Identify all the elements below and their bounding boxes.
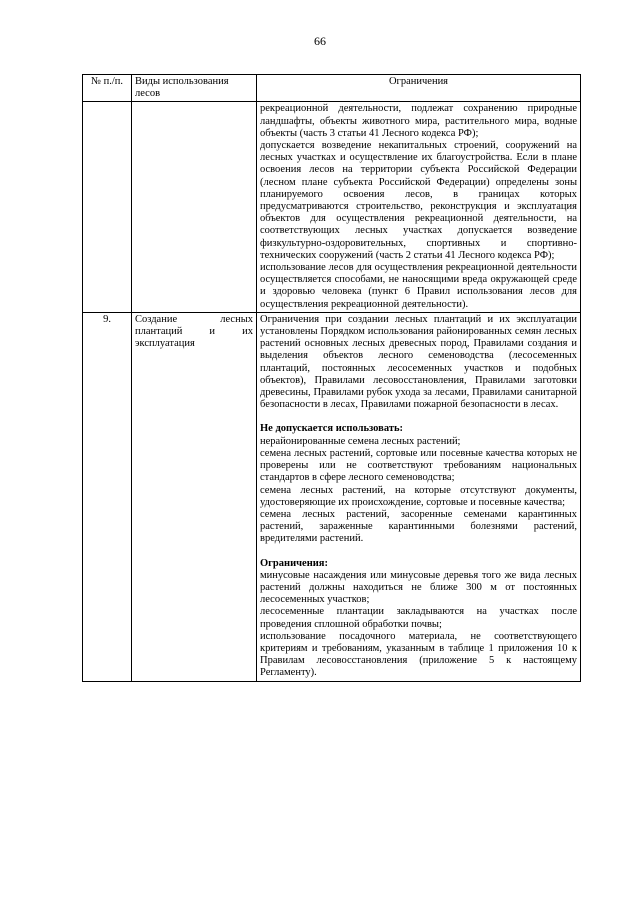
restriction-item: использование посадочного материала, не соответствующего критериям и требованиям, указанным в таблице 1 приложения 10 к Правилам лесовосстановления (приложение 5 к настоящему Регламенту).: [260, 630, 577, 679]
row2-forest-use: Создание лесных плантаций и их эксплуатация: [132, 312, 257, 681]
prohibited-item: семена лесных растений, на которые отсутствуют документы, удостоверяющие их происхождение, сортовые и посевные качества;: [260, 484, 577, 508]
row1-forest-use: [132, 102, 257, 312]
row2-restrictions: [257, 312, 581, 681]
spacer: [260, 546, 577, 558]
prohibited-item: нерайонированные семена лесных растений;: [260, 435, 461, 447]
restriction-item: лесосеменные плантации закладываются на участках после проведения сплошной обработки почвы;: [260, 606, 577, 630]
row1-restrictions: [257, 102, 581, 312]
table-row: [83, 102, 581, 312]
row1-paragraph: рекреационной деятельности, подлежат сохранению природные ландшафты, объекты животного мира, растительного мира, водные объекты (часть 3 статьи 41 Лесного кодекса РФ);: [260, 103, 577, 139]
header-number: № п./п.: [83, 75, 132, 102]
header-forest-use: Виды использования лесов: [132, 75, 257, 102]
prohibited-item: семена лесных растений, засоренные семенами карантинных растений, зараженные карантинными болезнями растений, вредителями растений.: [260, 508, 577, 545]
restrictions-table: [82, 74, 581, 682]
table-header-row: [83, 75, 581, 102]
prohibited-item: семена лесных растений, сортовые или посевные качества которых не проверены или не соответствуют требованиям национальных стандартов в сфере лесного семеноводства;: [260, 447, 577, 484]
restrictions-heading: Ограничения:: [260, 557, 328, 569]
prohibited-heading: Не допускается использовать:: [260, 423, 404, 435]
spacer: [260, 411, 577, 423]
row2-number: 9.: [83, 312, 132, 681]
page-number: 66: [314, 34, 326, 48]
row1-paragraph: допускается возведение некапитальных строений, сооружений на лесных участках и осуществление их благоустройства. Если в плане освоения лесов на территории субъекта Российской Федерации (лесном плане субъекта Российской Федерации) определены зоны планируемого освоения лесов, в границах которых предусматриваются строительство, реконструкция и эксплуатация объектов для осуществления рекреационной деятельности, на соответствующих лесных участках допускается возведение физкультурно-оздоровительных, спортивных и спортивно-технических сооружений (часть 2 статьи 41 Лесного кодекса РФ);: [260, 140, 577, 261]
row1-paragraph: использование лесов для осуществления рекреационной деятельности осуществляется способами, не наносящими вреда окружающей среде и здоровью человека (пункт 6 Правил использования лесов для осуществления рекреационной деятельности).: [260, 262, 577, 310]
row1-number: [83, 102, 132, 312]
header-restrictions: Ограничения: [257, 75, 581, 102]
restriction-item: минусовые насаждения или минусовые деревья того же вида лесных растений должны находиться не ближе 300 м от постоянных лесосеменных участков;: [260, 569, 577, 606]
row2-intro: Ограничения при создании лесных плантаций и их эксплуатации установлены Порядком использования районированных семян лесных растений основных лесных древесных пород, Правилами создания и выделения объектов лесного семеноводства (лесосеменных плантаций, постоянных лесосеменных участков и подобных объектов), Правилами лесовосстановления, Правилами заготовки древесины, Правилами рубок ухода за лесами, Правилами санитарной безопасности в лесах, Правилами пожарной безопасности в лесах.: [260, 313, 577, 411]
table-row: [83, 312, 581, 681]
